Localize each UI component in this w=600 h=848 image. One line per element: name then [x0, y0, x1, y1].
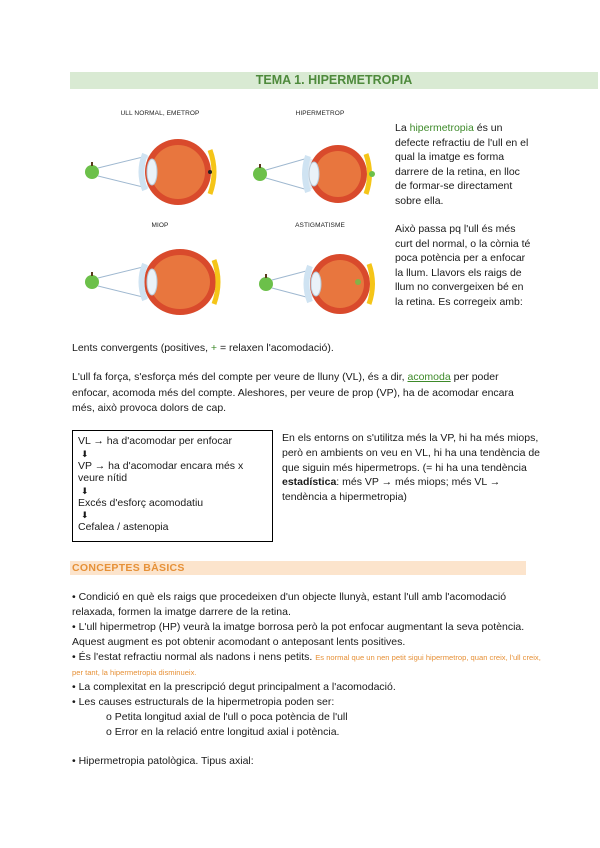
intro-cause: Això passa pq l'ull és més curt del normal, o la còrnia té poca potència per a enfocar la llum. Llavors els raigs de llum no convergeixen bé en la retina. Es corregeix amb: [395, 223, 531, 308]
lenses-paragraph: Lents convergents (positives, + = relaxen l'acomodació). [72, 342, 334, 354]
hipermetropia-term: hipermetropia [409, 122, 474, 134]
concepts-list [72, 590, 552, 769]
arrow-down-icon: ⬇ [81, 510, 89, 521]
acomoda-link[interactable]: acomoda [407, 371, 451, 383]
list-item: • Les causes estructurals de la hipermetropia poden ser: [72, 696, 335, 708]
diagram-astigmatic-eye [250, 222, 390, 322]
estadistica-bold: estadística [282, 476, 337, 489]
diagram-normal-eye [80, 110, 240, 210]
page-title: TEMA 1. HIPERMETROPIA [70, 72, 598, 89]
list-item: • La complexitat en la prescripció degut principalment a l'acomodació. [72, 681, 396, 693]
diagram-caption: ULL NORMAL, EMETROP [120, 110, 200, 117]
accommodation-flow-box [72, 430, 273, 542]
flow-step-vl: VL → ha d'acomodar per enfocar [78, 435, 232, 447]
list-item: • Condició en què els raigs que procedeixen d'un objecte llunyà, estant l'ull amb l'acomodació relaxada, formen la imatge darrere de la retina. [72, 591, 507, 618]
list-item: • Hipermetropia patològica. Tipus axial: [72, 755, 254, 767]
sub-list-item: o Petita longitud axial de l'ull o poca potència de l'ull [106, 711, 348, 723]
diagram-caption: MIOP [151, 222, 169, 229]
eye-hyperopic-illustration [250, 120, 390, 212]
intro-definition: La hipermetropia és un defecte refractiu de l'ull en el qual la imatge es forma darrere de la retina, en lloc de formar-se directament sobre ella. [395, 122, 529, 207]
list-item: • És l'estat refractiu normal als nadons i nens petits. Es normal que un nen petit sigui hipermetrop, quan creix, l'ull creix, per tant, la hipermetropia disminueix. [72, 651, 541, 677]
intro-text [395, 121, 533, 323]
apple-icon [259, 277, 273, 291]
environment-paragraph: En els entorns on s'utilitza més la VP, hi ha més miops, però en ambients on veu en VL, hi ha una tendència de que siguin més hipermetrops. (= hi ha una tendència estadística: més VP → més miops; més VL → tendència a hipermetropia) [282, 432, 541, 504]
flow-step-vp: VP → ha d'acomodar encara més x veure nítid [78, 459, 244, 485]
list-item: • L'ull hipermetrop (HP) veurà la imatge borrosa però la pot enfocar augmentant la seva potència. Aquest augment es pot obtenir acomodant o anteposant lents positives. [72, 621, 525, 648]
plus-sign: + [210, 342, 218, 354]
eye-astigmatic-illustration [250, 232, 390, 324]
sub-list-item: o Error en la relació entre longitud axial i potència. [106, 726, 340, 738]
arrow-down-icon: ⬇ [81, 448, 89, 459]
apple-icon [85, 275, 99, 289]
flow-step-cefalea: Cefalea / astenopia [78, 521, 169, 534]
diagram-caption: HIPERMETROP [295, 110, 345, 117]
diagram-myopic-eye [80, 222, 240, 322]
note-text: Es normal que un nen petit sigui hipermetrop, quan creix, l'ull creix, per tant, la hipermetropia disminueix. [72, 653, 541, 677]
diagram-hyperopic-eye [250, 110, 390, 210]
effort-paragraph: L'ull fa força, s'esforça més del compte per veure de lluny (VL), és a dir, acomoda per poder enfocar, acomoda més del compte. Aleshores, per veure de prop (VP), ha de acomodar encara més, això provoca dolors de cap. [72, 371, 514, 414]
apple-icon [253, 167, 267, 181]
arrow-down-icon: ⬇ [81, 485, 89, 496]
eye-myopic-illustration [80, 232, 240, 324]
diagram-caption: ASTIGMATISME [295, 222, 345, 229]
section-header-conceptes: CONCEPTES BÀSICS [70, 561, 526, 575]
flow-step-excess: Excés d'esforç acomodatiu [78, 496, 204, 509]
eye-normal-illustration [80, 120, 240, 212]
apple-icon [85, 165, 99, 179]
